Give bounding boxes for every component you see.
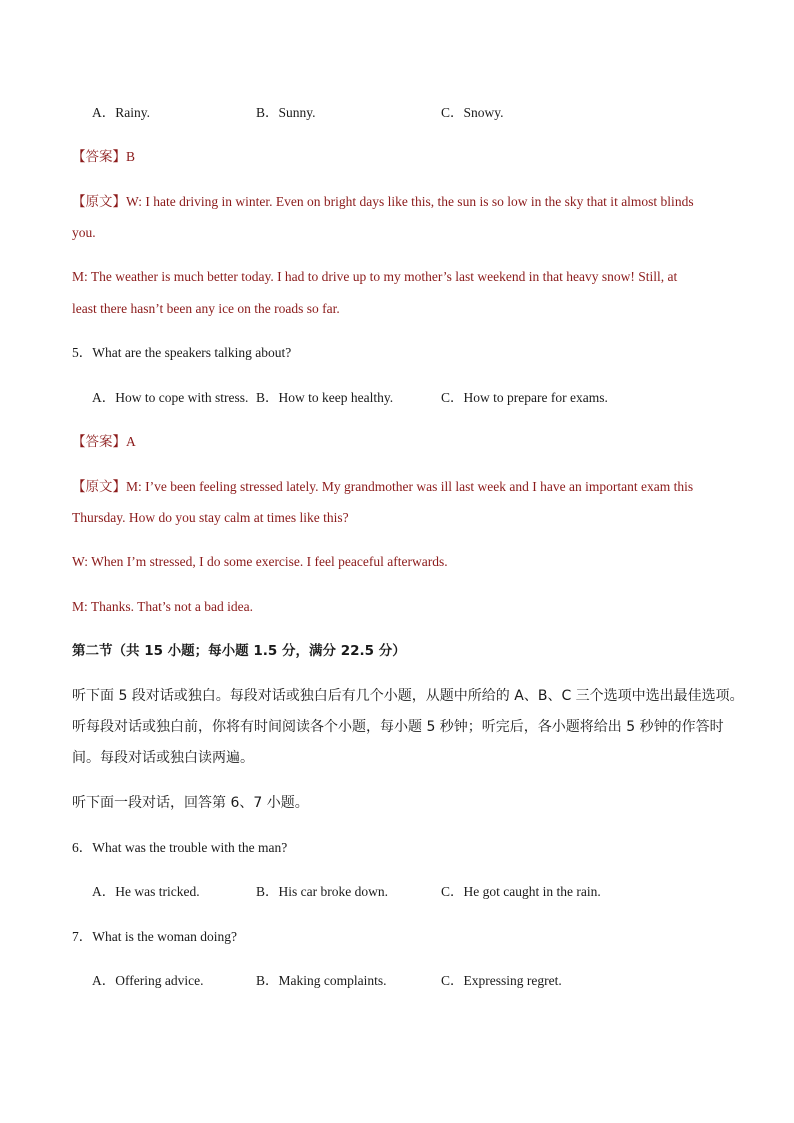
q4-option-c: C．Snowy. bbox=[441, 105, 504, 120]
q7-option-a: A．Offering advice. bbox=[92, 973, 204, 988]
q5-question: 5．What are the speakers talking about? bbox=[72, 345, 292, 360]
q4-transcript-m-line2: least there hasn’t been any ice on the roads so far. bbox=[72, 301, 340, 316]
q5-option-a: A．How to cope with stress. bbox=[92, 390, 249, 405]
q6-option-b: B．His car broke down. bbox=[256, 884, 388, 899]
section2-heading: 第二节（共 15 小题；每小题 1.5 分，满分 22.5 分） bbox=[72, 643, 406, 659]
q5-transcript-m-line2: Thursday. How do you stay calm at times like this? bbox=[72, 510, 349, 525]
q6-option-a: A．He was tricked. bbox=[92, 884, 200, 899]
q4-answer: 【答案】B bbox=[72, 149, 136, 164]
q5-answer: 【答案】A bbox=[72, 434, 136, 449]
q5-option-c: C．How to prepare for exams. bbox=[441, 390, 608, 405]
q5-transcript-m-reply: M: Thanks. That’s not a bad idea. bbox=[72, 599, 253, 614]
q6-question: 6．What was the trouble with the man? bbox=[72, 840, 288, 855]
section2-instruction-line2: 听每段对话或独白前，你将有时间阅读各个小题，每小题 5 秒钟；听完后，各小题将给出 5 秒钟的作答时 bbox=[72, 719, 724, 735]
q7-option-b: B．Making complaints. bbox=[256, 973, 387, 988]
q4-transcript-w-line2: you. bbox=[72, 225, 96, 240]
section2-instruction-line1: 听下面 5 段对话或独白。每段对话或独白后有几个小题，从题中所给的 A、B、C 三个选项中选出最佳选项。 bbox=[72, 688, 744, 704]
q5-option-b: B．How to keep healthy. bbox=[256, 390, 394, 405]
q6-option-c: C．He got caught in the rain. bbox=[441, 884, 601, 899]
q7-option-c: C．Expressing regret. bbox=[441, 973, 562, 988]
q4-option-b: B．Sunny. bbox=[256, 105, 316, 120]
section2-instruction-line3: 间。每段对话或独白读两遍。 bbox=[72, 750, 254, 766]
q5-transcript-w-line: W: When I’m stressed, I do some exercise. I feel peaceful afterwards. bbox=[72, 554, 448, 569]
dialog-intro: 听下面一段对话，回答第 6、7 小题。 bbox=[72, 795, 309, 811]
q4-option-a: A．Rainy. bbox=[92, 105, 150, 120]
q7-question: 7．What is the woman doing? bbox=[72, 929, 237, 944]
q4-transcript-w-line1: 【原文】W: I hate driving in winter. Even on bright days like this, the sun is so low in the sky that it almost blinds bbox=[72, 194, 694, 209]
q5-transcript-m-line1: 【原文】M: I’ve been feeling stressed lately. My grandmother was ill last week and I have an important exam this bbox=[72, 479, 694, 494]
q4-transcript-m-line1: M: The weather is much better today. I had to drive up to my mother’s last weekend in that heavy snow! Still, at bbox=[72, 269, 678, 284]
